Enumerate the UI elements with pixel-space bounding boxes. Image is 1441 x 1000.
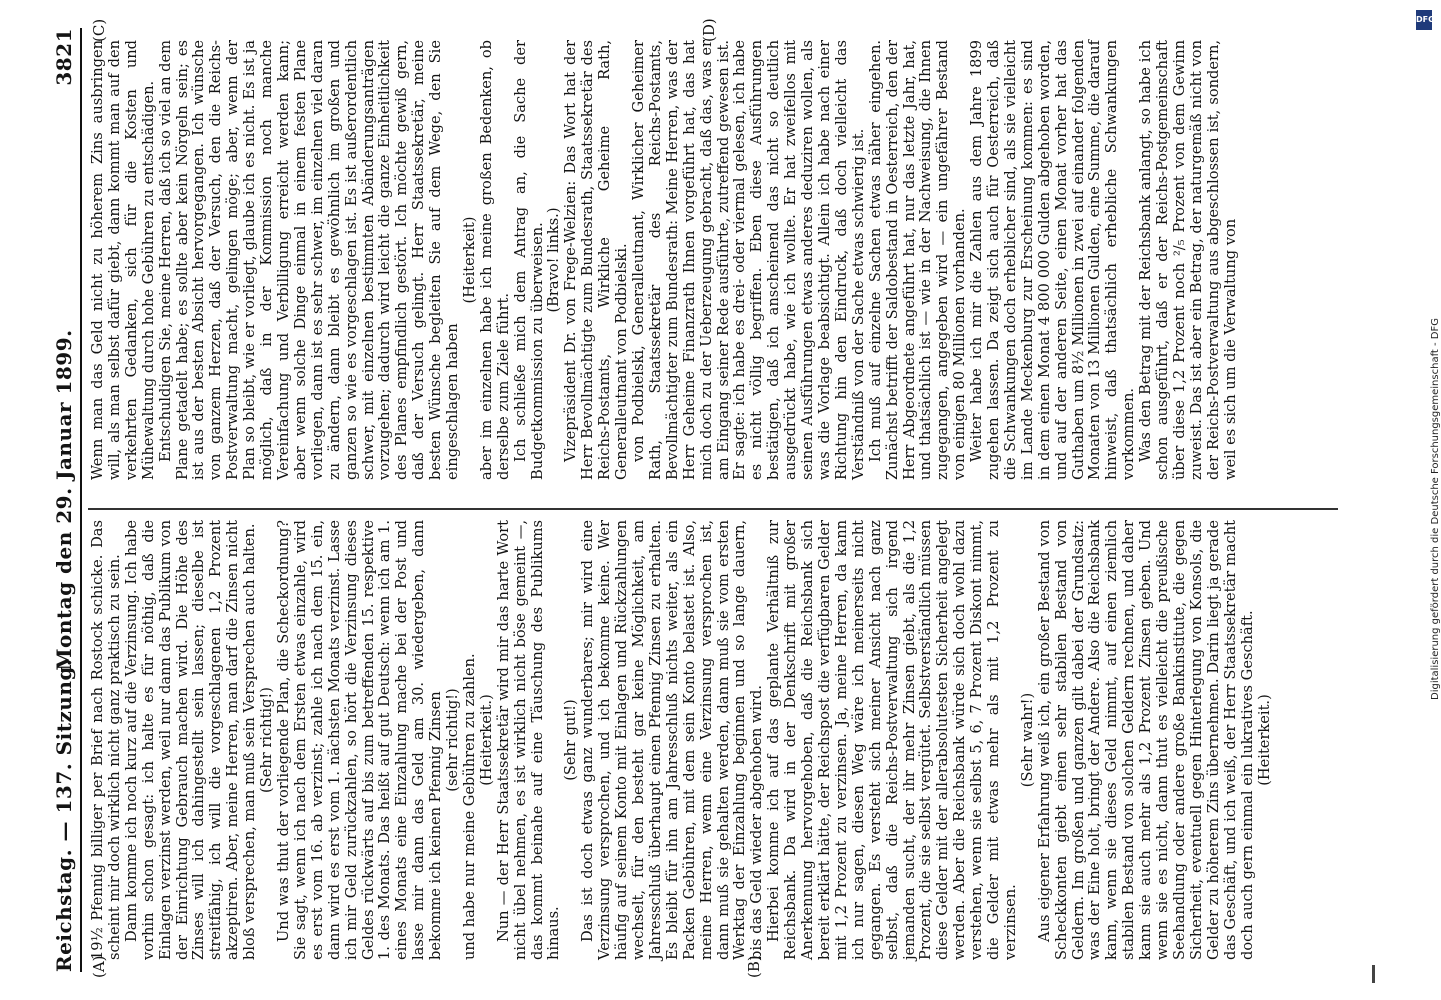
paragraph: Wenn man das Geld nicht zu höherem Zins ausbringen will, als man selbst dafür giebt, dann kommt man auf den verkehrten Gedanken, sich für die Kosten und Mühewaltung durch hohe Gebühren zu entschädigen.	[89, 40, 157, 480]
paragraph: aber im einzelnen habe ich meine großen Bedenken, ob derselbe zum Ziele führt.	[477, 40, 512, 480]
page-header	[50, 28, 82, 972]
paragraph: Nun — der Herr Staatssekretär wird mir das harte Wort nicht übel nehmen, es ist wirklich nicht böse gemeint —, das kommt beinahe auf eine Täuschung des Publikums hinaus.	[494, 520, 563, 960]
interjection: (Heiterkeit)	[460, 216, 478, 304]
paragraph: Aus eigener Erfahrung weiß ich, ein großer Bestand von Scheckkonten giebt einen sehr stabilen Bestand von Geldern. Im großen und ganzen gilt dabei der Grundsatz: was der Eine holt, bringt der Andere. Also die Reichsbank kann, wenn sie dieses Geld nimmt, auf einen ziemlich stabilen Bestand von solchen Geldern rechnen, und daher kann sie auch mehr als 1,2 Prozent Zinsen geben. Und wenn sie es nicht, dann thut es vielleicht die preußische Seehandlung oder andere große Bankinstitute, die gegen Sicherheit, eventuell gegen Hinterlegung von Konsols, die Gelder zu höherem Zins übernehmen. Darin liegt ja gerade das Geschäft, und ich weiß, der Herr Staatssekretär macht doch auch gern einmal ein lukratives Geschäft.	[1035, 520, 1256, 960]
paragraph: Was den Betrag mit der Reichsbank anlangt, so habe ich schon ausgeführt, daß er der Reichs-Postgemeinschaft über diese 1,2 Prozent noch ²/₅ Prozent von dem Gewinn zuweist. Das ist aber ein Betrag, der naturgemäß nicht von der Reichs-Postverwaltung aus abgeschlossen ist, sondern, weil es sich um die Verwaltung von	[1137, 40, 1239, 480]
interjection: (Sehr wahr!)	[1018, 692, 1036, 788]
header-left: Reichstag. — 137. Sitzung.	[52, 658, 76, 972]
interjection: (Heiterkeit.)	[477, 694, 495, 786]
page-number: 3821	[52, 28, 76, 86]
paragraph: Entschuldigen Sie, meine Herren, daß ich so viel an dem Plane getadelt habe; es sollte aber kein Nörgeln sein; es ist aus der besten Absicht hervorgegangen. Ich wünsche von ganzem Herzen, daß der Versuch, den die Reichs-Postverwaltung macht, gelingen möge; aber, wenn der Plan so bleibt, wie er vorliegt, glaube ich es nicht. Es ist ja möglich, daß in der Kommission noch manche Vereinfachung und Verbilligung erreicht werden kann; aber wenn solche Dinge einmal in einem festen Plane vorliegen, dann ist es sehr schwer, im einzelnen viel daran zu ändern, dann bleibt es gewöhnlich im großen und ganzen so wie es vorgeschlagen ist. Es ist außerordentlich schwer, mit einzelnen bestimmten Abänderungsanträgen vorzugehen; dadurch wird leicht die ganze Einheitlichkeit des Planes empfindlich gestört. Ich möchte gewiß gern, daß der Versuch gelingt. Herr Staatssekretär, meine besten Wünsche begleiten Sie auf dem Wege, den Sie eingeschlagen haben	[156, 40, 462, 480]
interjection: (sehr richtig!)	[444, 688, 462, 792]
scan-mark	[1372, 965, 1375, 983]
paragraph: Und was thut der vorliegende Plan, die Scheckordnung? Sie sagt, wenn ich nach dem Ersten etwas einzahle, wird es erst vom 16. ab verzinst; zahle ich nach dem 15. ein, dann wird es erst vom 1. nächsten Monats verzinst. Lasse ich mir Geld zurückzahlen, so hört die Verzinsung dieses Geldes rückwärts auf bis zum betreffenden 15. respektive 1. des Monats. Das heißt auf gut Deutsch: wenn ich am 1. eines Monats eine Einzahlung mache bei der Post und lasse mir dann das Geld am 30. wiedergeben, dann bekomme ich keinen Pfennig Zinsen	[274, 520, 445, 960]
paragraph: von Podbielski, Generalleutnant, Wirklicher Geheimer Rath, Staatssekretär des Reichs-Postamts, Bevollmächtigter zum Bundesrath: Meine Herren, was der Herr Geheime Finanzrath Ihnen vorgeführt hat, das hat mich doch zu der Ueberzeugung gebracht, daß das, was er am Eingang seiner Rede ausführte, zutreffend gewesen ist. Er sagte: ich habe es drei- oder viermal gelesen, ich habe es nicht völlig begriffen. Eben diese Ausführungen bestätigen, daß ich anscheinend das nicht so deutlich ausgedrückt habe, wie ich wollte. Er hat zweifellos mit seinen Ausführungen etwas anderes deduziren wollen, als was die Vorlage beabsichtigt. Allein ich habe nach einer Richtung hin den Eindruck, daß doch vielleicht das Verständniß von der Sache etwas schwierig ist.	[630, 40, 867, 480]
interjection: (Sehr richtig!)	[258, 687, 276, 793]
paragraph: Ich schließe mich dem Antrag an, die Sache der Budgetkommission zu überweisen.	[511, 40, 546, 480]
margin-letter-c: (C)	[90, 18, 108, 42]
header-date: Montag den 29. Januar 1899.	[52, 329, 76, 671]
paragraph: 19½ Pfennig billiger per Brief nach Rostock schicke. Das scheint mir doch wirklich nicht ganz praktisch zu sein.	[89, 520, 123, 960]
interjection: (Bravo! links.)	[545, 207, 563, 313]
paragraph: Dann komme ich noch kurz auf die Verzinsung. Ich habe vorhin schon gesagt: ich halte es für nöthig, daß die Einlagen verzinst werden, weil nur dann das Publikum von der Einrichtung Gebrauch machen wird. Die Höhe des Zinses will ich dahingestellt sein lassen; dieselbe ist streitfähig, ich will die vorgeschlagenen 1,2 Prozent akzeptiren. Aber, meine Herren, man darf die Zinsen nicht bloß versprechen, man muß sein Versprechen auch halten.	[122, 520, 259, 960]
interjection: (Heiterkeit.)	[1255, 694, 1273, 786]
paragraph: Vizepräsident Dr. von Frege-Welzien: Das Wort hat der Herr Bevollmächtigte zum Bundesrath, Staatssekretär des Reichs-Postamts, Wirkliche Geheime Rath, Generalleutnant von Podbielski.	[562, 40, 631, 480]
paragraph: Das ist doch etwas ganz wunderbares; mir wird eine Verzinsung versprochen, und ich bekomme keine. Wer häufig auf seinem Konto mit Einlagen und Rückzahlungen wechselt, für den besteht gar keine Möglichkeit, am Jahresschluß überhaupt einen Pfennig Zinsen zu erhalten. Es bleibt für ihn am Jahresschluß nichts weiter, als ein Packen Gebühren, mit dem sein Konto belastet ist. Also, meine Herren, wenn eine Verzinsung versprochen ist, dann muß sie gehalten werden, dann muß sie vom ersten Werktag der Einzahlung beginnen und so lange dauern, bis das Geld wieder abgehoben wird.	[579, 520, 766, 960]
funding-credit-text: Digitalisierung gefördert durch die Deutsche Forschungsgemeinschaft - DFG	[1430, 317, 1441, 700]
margin-letter-a: (A)	[90, 955, 108, 978]
left-column	[90, 520, 1340, 960]
paragraph: und habe nur meine Gebühren zu zahlen.	[460, 653, 478, 960]
paragraph: Hierbei komme ich auf das geplante Verhältniß zur Reichsbank. Da wird in der Denkschrift mit großer Anerkennung hervorgehoben, daß die Reichsbank sich bereit erklärt hätte, der Reichspost die verfügbaren Gelder mit 1,2 Prozent zu verzinsen. Ja, meine Herren, da kann ich nur sagen, diesen Weg wäre ich meinerseits nicht gegangen. Es versteht sich meiner Ansicht nach ganz selbst, daß die Reichs-Postverwaltung sich irgend jemanden sucht, der ihr mehr Zinsen giebt, als die 1,2 Prozent, die sie selbst vergütet. Selbstverständlich müssen diese Gelder mit der allerabsolutesten Sicherheit angelegt werden. Aber die Reichsbank würde sich doch wohl dazu verstehen, wenn sie selbst 5, 6, 7 Prozent Diskont nimmt, die Gelder mit etwas mehr als mit 1,2 Prozent zu verzinsen.	[765, 520, 1019, 960]
margin-letter-b: (B)	[745, 955, 763, 978]
paragraph: Ich muß auf einzelne Sachen etwas näher eingehen. Zunächst betrifft der Saldobestand in Oesterreich, den der Herr Abgeordnete angeführt hat, nur das letzte Jahr, hat, und thatsächlich ist — wie in der Nachweisung, die Ihnen zugegangen, angegeben wird — ein ungefährer Bestand von einigen 80 Millionen vorhanden.	[866, 40, 969, 480]
right-column	[90, 40, 1340, 480]
column-divider	[88, 508, 1338, 510]
margin-letter-d: (D)	[700, 18, 718, 42]
paragraph: Weiter habe ich mir die Zahlen aus dem Jahre 1899 zugehen lassen. Da zeigt sich auch für Oesterreich, daß die Schwankungen doch erheblicher sind, als sie vielleicht im Lande Meckenburg zur Erscheinung kommen: es sind in dem einen Monat 4 800 000 Gulden abgehoben worden, und auf der anderen Seite, einen Monat vorher hat das Guthaben um 8½ Millionen in zwei auf einander folgenden Monaten von 13 Millionen Gulden, eine Summe, die darauf hinweist, daß thatsächlich erhebliche Schwankungen vorkommen.	[968, 40, 1138, 480]
interjection: (Sehr gut!)	[562, 699, 580, 781]
funding-credit-strip	[1418, 40, 1441, 700]
dfg-badge: DFG	[1416, 10, 1432, 30]
